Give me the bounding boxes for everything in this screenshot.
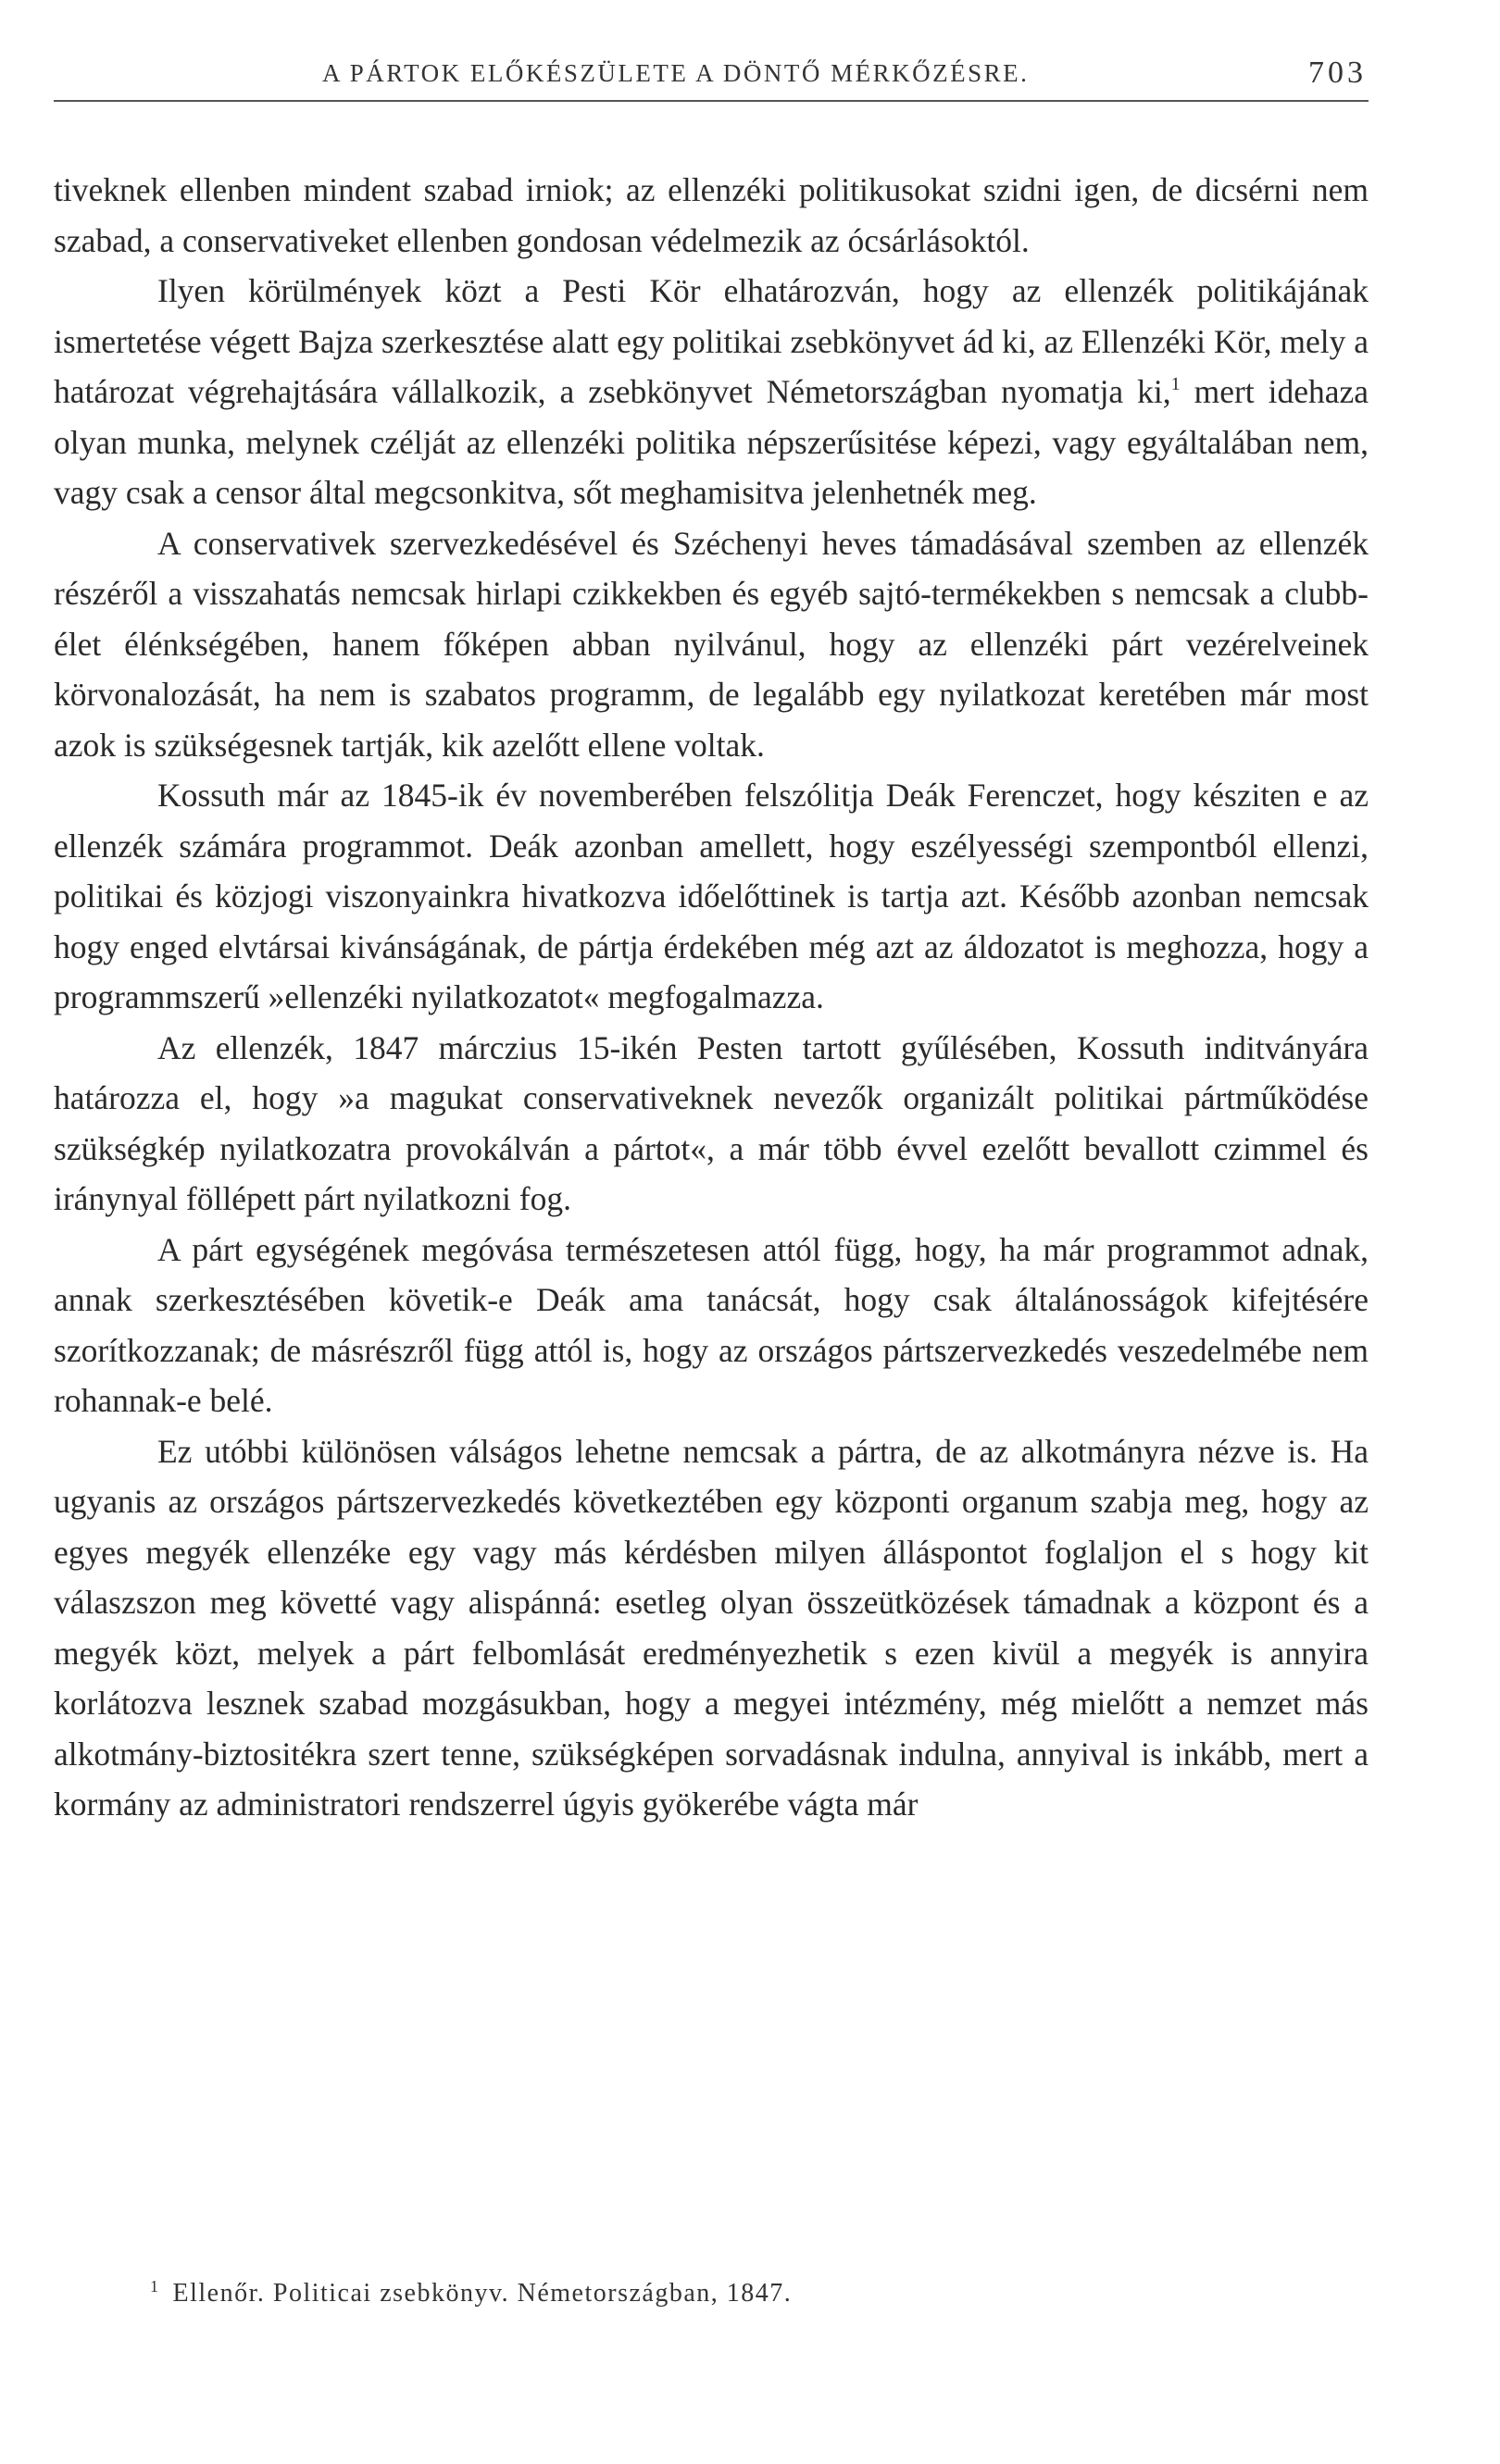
- footnote-reference: 1: [1170, 374, 1181, 394]
- paragraph: A conservativek szervezkedésével és Széchenyi heves támadásával szemben az ellenzék részéről a visszahatás nemcsak hirlapi czikkekben és egyéb sajtó-termékekben s nemcsak a clubb-élet élénkségében, hanem főképen abban nyilvánul, hogy az ellenzéki párt vezérelveinek körvonalozását, ha nem is szabatos programm, de legalább egy nyilatkozat keretében már most azok is szükségesnek tartják, kik azelőtt ellene voltak.: [54, 524, 1369, 764]
- paragraph: Ez utóbbi különösen válságos lehetne nemcsak a pártra, de az alkotmányra nézve is. Ha ugyanis az országos pártszervezkedés következtében egy központi organum szabja meg, hogy az egyes megyék ellenzéke egy vagy más kérdésben milyen álláspontot foglaljon el s hogy kit válaszszon meg követté vagy alispánná: esetleg olyan összeütközések támadnak a központ és a megyék közt, melyek a párt felbomlását eredményezhetik s ezen kivül a megyék is annyira korlátozva lesznek szabad mozgásukban, hogy a megyei intézmény, még mielőtt a nemzet más alkotmány-biztositékra szert tenne, szükségképen sorvadásnak indulna, annyival is inkább, mert a kormány az administratori rendszerrel úgyis gyökerébe vágta már: [54, 1432, 1369, 1823]
- body-text: [54, 165, 1369, 1830]
- paragraph-text: Ilyen körülmények közt a Pesti Kör elhatározván, hogy az ellenzék politikájának ismertetése végett Bajza szerkesztése alatt egy politikai zsebkönyvet ád ki, az Ellenzéki Kör, mely a határozat végrehajtására vállalkozik, a zsebkönyvet Németországban nyomatja ki,: [54, 272, 1369, 410]
- page-header: [54, 54, 1369, 102]
- paragraph: tiveknek ellenben mindent szabad irniok; az ellenzéki politikusokat szidni igen, de dicsérni nem szabad, a conservativeket ellenben gondosan védelmezik az ócsárlásoktól.: [54, 171, 1369, 259]
- paragraph: Az ellenzék, 1847 márczius 15-ikén Pesten tartott gyűlésében, Kossuth inditványára határozza el, hogy »a magukat conservativeknek nevezők organizált politikai pártműködése szükségkép nyilatkozatra provokálván a pártot«, a már több évvel ezelőtt bevallott czimmel és iránynyal föllépett párt nyilatkozni fog.: [54, 1028, 1369, 1217]
- paragraph: [54, 266, 1369, 518]
- footnote-mark: 1: [150, 2277, 160, 2296]
- running-head: A PÁRTOK ELŐKÉSZÜLETE A DÖNTŐ MÉRKŐZÉSRE.: [322, 59, 1030, 87]
- paragraph: Kossuth már az 1845-ik év novemberében felszólitja Deák Ferenczet, hogy késziten e az ellenzék számára programmot. Deák azonban amellett, hogy eszélyességi szempontból ellenzi, politikai és közjogi viszonyainkra hivatkozva időelőttinek is tartja azt. Később azonban nemcsak hogy enged elvtársai kivánságának, de pártja érdekében még azt az áldozatot is meghozza, hogy a programmszerű »ellenzéki nyilatkozatot« megfogalmazza.: [54, 777, 1369, 1015]
- paragraph: A párt egységének megóvása természetesen attól függ, hogy, ha már programmot adnak, annak szerkesztésében követik-e Deák ama tanácsát, hogy csak általánosságok kifejtésére szorítkozzanak; de másrészről függ attól is, hogy az országos pártszervezkedés veszedelmébe nem rohannak-e belé.: [54, 1230, 1369, 1419]
- paragraph-text: mert idehaza olyan munka, melynek czélját az ellenzéki politika népszerűsitése képezi, vagy egyáltalában nem, vagy csak a censor által megcsonkitva, sőt meghamisitva jelenhetnék meg.: [54, 373, 1369, 511]
- footnote-text: Ellenőr. Politicai zsebkönyv. Németországban, 1847.: [172, 2279, 793, 2308]
- footnote: [150, 2277, 792, 2308]
- page-number: 703: [1308, 56, 1367, 90]
